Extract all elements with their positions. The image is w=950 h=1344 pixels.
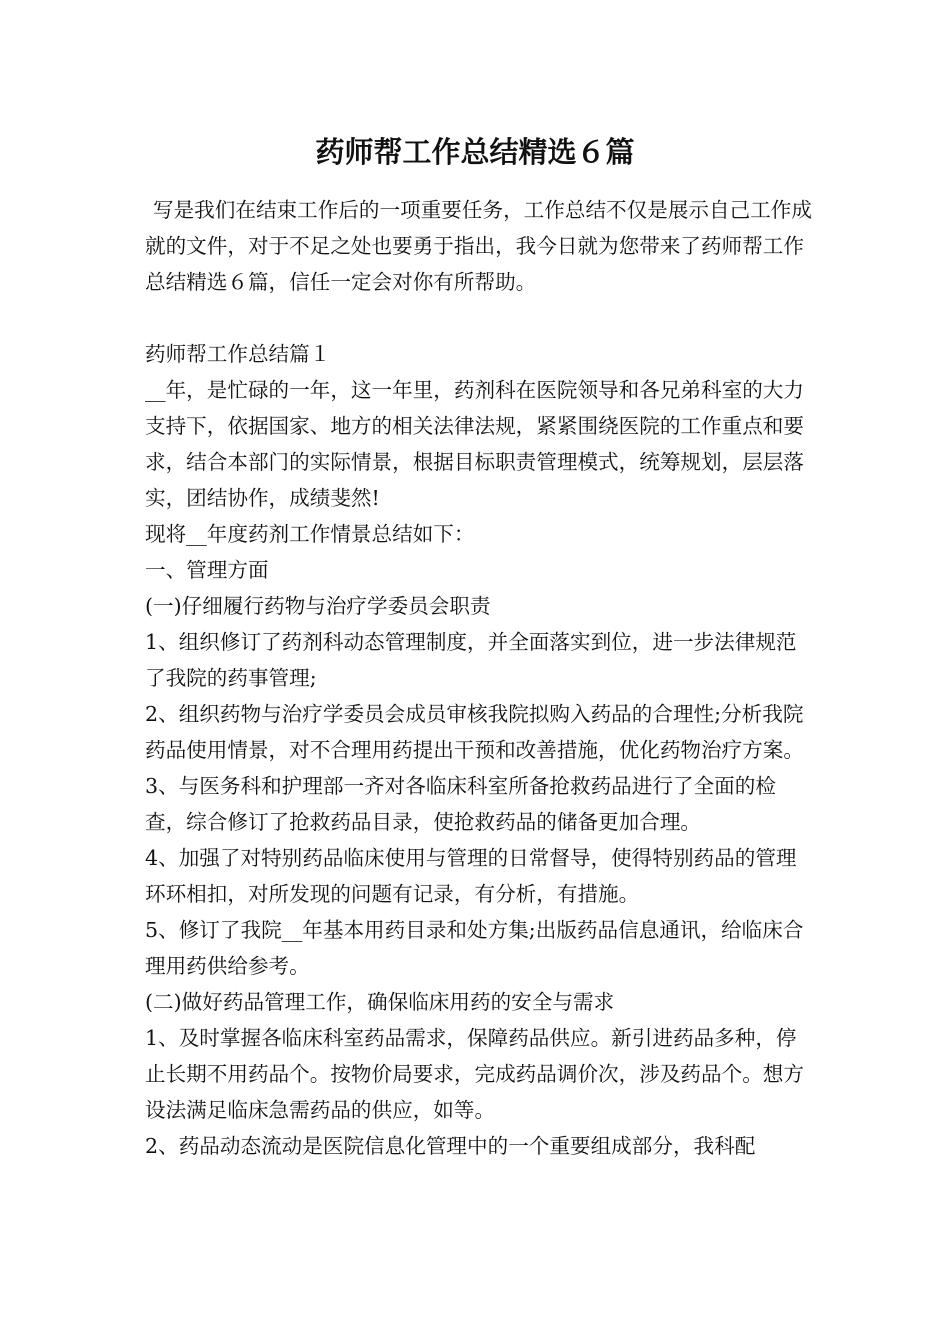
paragraph-spacer bbox=[145, 300, 815, 336]
list-item: 5、修订了我院__年基本用药目录和处方集;出版药品信息通讯，给临床合理用药供给参考。 bbox=[145, 918, 804, 978]
section-heading: 药师帮工作总结篇１ bbox=[145, 342, 331, 366]
list-item: 4、加强了对特别药品临床使用与管理的日常督导，使得特别药品的管理环环相扣，对所发现的问题有记录，有分析，有措施。 bbox=[145, 846, 797, 906]
document-body bbox=[145, 192, 815, 1164]
body-paragraph: __年，是忙碌的一年，这一年里，药剂科在医院领导和各兄弟科室的大力支持下，依据国家、地方的相关法律法规，紧紧围绕医院的工作重点和要求，结合本部门的实际情景，根据目标职责管理模式，统筹规划，层层落实，团结协作，成绩斐然! bbox=[145, 378, 804, 510]
list-item: 1、组织修订了药剂科动态管理制度，并全面落实到位，进一步法律规范了我院的药事管理; bbox=[145, 630, 797, 690]
intro-paragraph: 写是我们在结束工作后的一项重要任务，工作总结不仅是展示自己工作成就的文件，对于不足之处也要勇于指出，我今日就为您带来了药师帮工作总结精选６篇，信任一定会对你有所帮助。 bbox=[145, 198, 812, 294]
list-item: 1、及时掌握各临床科室药品需求，保障药品供应。新引进药品多种，停止长期不用药品个。按物价局要求，完成药品调价次，涉及药品个。想方设法满足临床急需药品的供应，如等。 bbox=[145, 1026, 804, 1122]
list-item: 3、与医务科和护理部一齐对各临床科室所备抢救药品进行了全面的检查，综合修订了抢救药品目录，使抢救药品的储备更加合理。 bbox=[145, 774, 776, 834]
subsection-heading: (一)仔细履行药物与治疗学委员会职责 bbox=[145, 594, 491, 618]
subsection-heading: (二)做好药品管理工作，确保临床用药的安全与需求 bbox=[145, 990, 615, 1014]
list-item: 2、药品动态流动是医院信息化管理中的一个重要组成部分，我科配 bbox=[145, 1134, 756, 1158]
document-title: 药师帮工作总结精选６篇 bbox=[315, 135, 635, 169]
body-paragraph: 现将__年度药剂工作情景总结如下： bbox=[145, 522, 475, 546]
list-item: 2、组织药物与治疗学委员会成员审核我院拟购入药品的合理性;分析我院药品使用情景，对不合理用药提出干预和改善措施，优化药物治疗方案。 bbox=[145, 702, 804, 762]
subsection-heading: 一、管理方面 bbox=[145, 558, 269, 582]
